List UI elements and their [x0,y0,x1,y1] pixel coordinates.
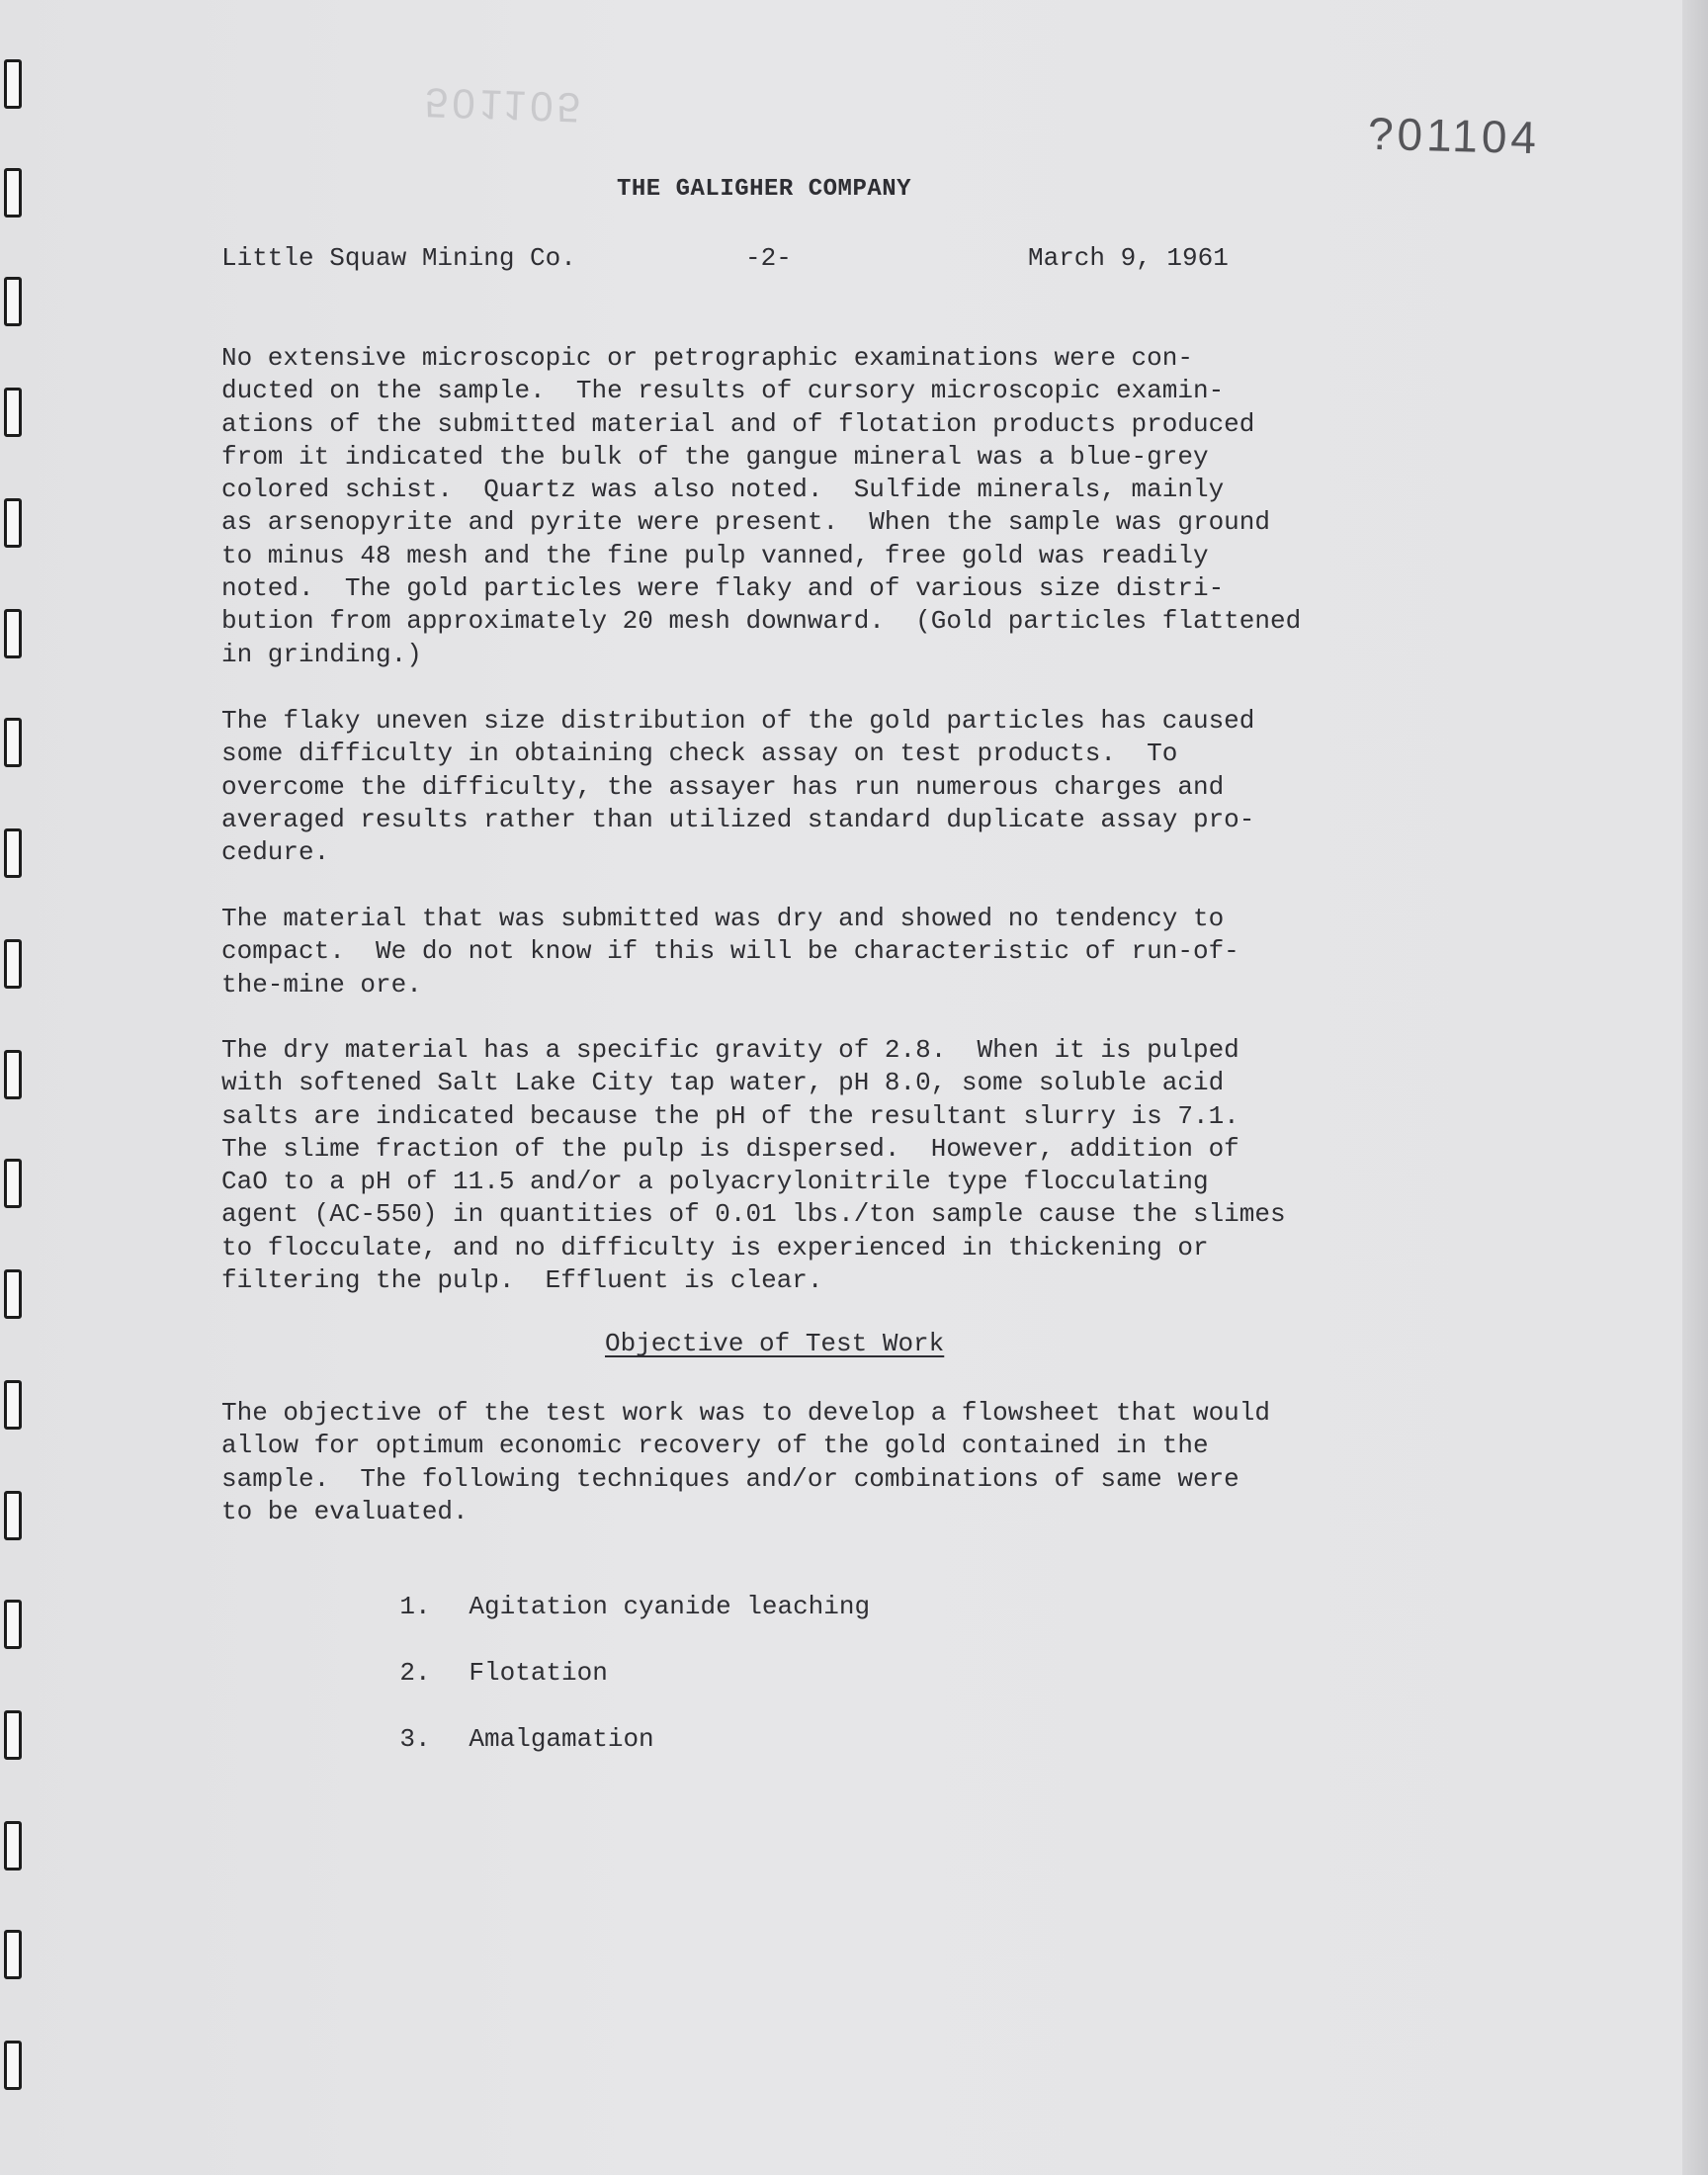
punch-hole [4,388,22,437]
punch-hole [4,498,22,548]
punch-hole [4,609,22,658]
punch-hole [4,1380,22,1430]
punch-holes [4,0,34,2175]
punch-hole [4,168,22,218]
punch-hole [4,1050,22,1099]
page-edge-shadow [1682,0,1708,2175]
punch-hole [4,1600,22,1649]
punch-hole [4,828,22,878]
list-item-text: Flotation [469,1658,608,1688]
paragraph-assay: The flaky uneven size distribution of the gold particles has caused some difficulty in obtaining check assay on test products. To overcome the difficulty, the assayer has run numerous charges and averaged results rather than utilized standard duplicate assay pro- cedure. [221,706,1255,868]
document-number-stamp: ?01104 [1367,107,1541,164]
punch-hole [4,718,22,767]
company-name: THE GALIGHER COMPANY [617,176,912,203]
punch-hole [4,1821,22,1870]
punch-hole [4,1491,22,1540]
list-item-number: 2. [399,1658,431,1688]
page-number: -2- [745,243,792,273]
list-item-number: 1. [399,1592,431,1621]
punch-hole [4,939,22,989]
punch-hole [4,277,22,326]
paragraph-objective: The objective of the test work was to develop a flowsheet that would allow for optimum economic recovery of the gold contained in the sample. The following techniques and/or combinations of same were to be evaluated. [221,1398,1270,1526]
letter-date: March 9, 1961 [1028,243,1229,273]
paragraph-gravity: The dry material has a specific gravity of 2.8. When it is pulped with softened Salt Lake City tap water, pH 8.0, some soluble acid salts are indicated because the pH of the resultant slurry is 7.1. The slime fraction of the pulp is dispersed. However, addition of CaO to a pH of 11.5 and/or a polyacrylonitrile type flocculating agent (AC-550) in quantities of 0.01 lbs./ton sample cause the slimes to flocculate, and no difficulty is experienced in thickening or filtering the pulp. Effluent is clear. [221,1035,1286,1296]
list-item-text: Agitation cyanide leaching [469,1592,871,1621]
list-item-number: 3. [399,1724,431,1754]
punch-hole [4,1710,22,1760]
punch-hole [4,1269,22,1319]
punch-hole [4,2041,22,2090]
bleed-through-stamp: 501105 [424,79,585,131]
paragraph-material: The material that was submitted was dry and showed no tendency to compact. We do not know if this will be characteristic of run-of- the-mine ore. [221,904,1239,1000]
recipient: Little Squaw Mining Co. [221,243,576,273]
list-item-text: Amalgamation [469,1724,654,1754]
section-heading: Objective of Test Work [605,1329,945,1358]
punch-hole [4,1159,22,1208]
paragraph-examination: No extensive microscopic or petrographic examinations were con- ducted on the sample. The results of cursory microscopic examin- ations of the submitted material and of flotation products produced from it indicated the bulk of the gangue mineral was a blue-grey colored schist. Quartz was also noted. Sulfide minerals, mainly as arsenopyrite and pyrite were present. When the sample was ground to minus 48 mesh and the fine pulp vanned, free gold was readily noted. The gold particles were flaky and of various size distri- bution from approximately 20 mesh downward. (Gold particles flattened in grinding.) [221,343,1302,669]
list-item [338,1695,654,1784]
punch-hole [4,59,22,109]
punch-hole [4,1930,22,1979]
